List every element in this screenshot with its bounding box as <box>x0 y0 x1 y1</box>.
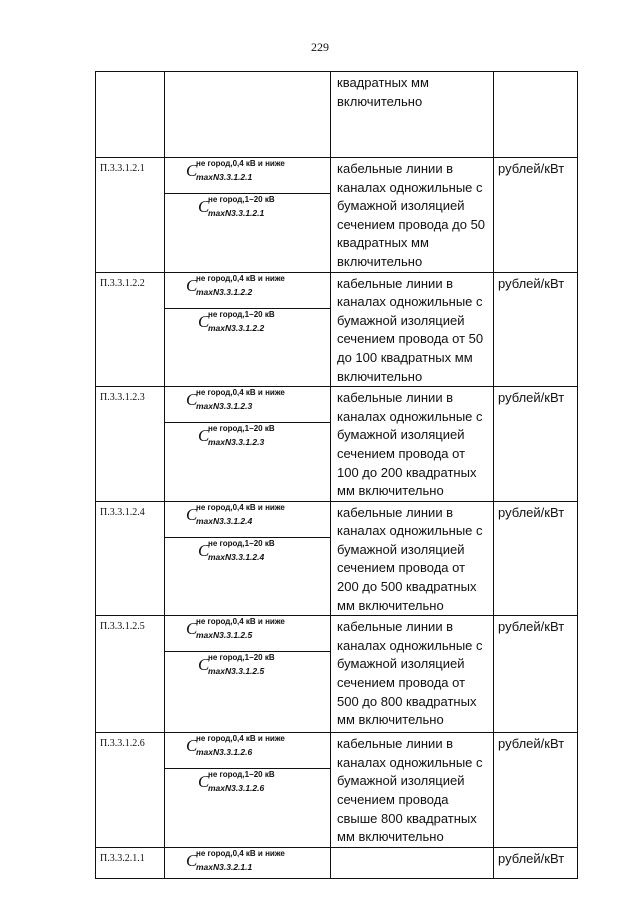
description-cell <box>331 158 494 273</box>
formula-superscript: не город,1−20 кВ <box>208 195 275 204</box>
row-code: П.3.3.1.2.1 <box>100 163 145 174</box>
formula-subscript: maxN3.3.1.2.6 <box>196 747 253 758</box>
formula-superscript: не город,1−20 кВ <box>208 309 275 319</box>
code-cell <box>96 387 165 502</box>
formula-cell <box>165 72 331 158</box>
formula-subscript: maxN3.3.1.2.5 <box>196 630 253 641</box>
formula-symbol: C <box>186 736 198 756</box>
unit-text: рублей/кВт <box>498 736 565 752</box>
formula-symbol: C <box>186 275 198 295</box>
unit-text: рублей/кВт <box>498 850 565 866</box>
formula-cell <box>165 387 331 502</box>
description-cell <box>331 733 494 848</box>
description-text: кабельные линии в каналах одножильные с бумажной изоляцией сечением провода от 50 до 100 квадратных мм включительно <box>337 275 484 384</box>
table-row <box>96 501 578 616</box>
formula-cell <box>165 616 331 733</box>
tariff-table <box>95 71 578 879</box>
page-number: 229 <box>311 40 329 54</box>
table-row <box>96 616 578 733</box>
formula-symbol: C <box>186 390 198 410</box>
formula-symbol: C <box>186 161 198 180</box>
row-code: П.3.3.2.1.1 <box>100 852 145 864</box>
code-cell <box>96 733 165 848</box>
description-text: кабельные линии в каналах одножильные с бумажной изоляцией сечением провода свыше 800 квадратных мм включительно <box>337 736 483 845</box>
description-cell <box>331 387 494 502</box>
formula-subscript: maxN3.3.1.2.4 <box>196 515 253 526</box>
unit-cell <box>494 501 578 616</box>
formula-low-voltage <box>165 387 330 423</box>
description-cell <box>331 272 494 387</box>
formula-low-voltage <box>165 616 330 652</box>
row-code: П.3.3.1.2.5 <box>100 621 145 633</box>
formula-subscript: maxN3.3.1.2.4 <box>208 551 265 562</box>
formula-medium-voltage <box>165 423 330 458</box>
formula-symbol: C <box>198 655 210 675</box>
unit-cell <box>494 733 578 848</box>
formula-superscript: не город,0,4 кВ и ниже <box>196 502 285 512</box>
code-cell <box>96 158 165 273</box>
unit-cell <box>494 616 578 733</box>
description-text: кабельные линии в каналах одножильные с бумажной изоляцией сечением провода от 200 до 500 квадратных мм включительно <box>337 504 483 613</box>
formula-cell <box>165 272 331 387</box>
description-cell <box>331 72 494 158</box>
description-cell <box>331 616 494 733</box>
formula-cell <box>165 501 331 616</box>
formula-subscript: maxN3.3.1.2.3 <box>196 401 253 412</box>
formula-superscript: не город,0,4 кВ и ниже <box>196 388 285 398</box>
code-cell <box>96 72 165 158</box>
formula-symbol: C <box>198 311 210 331</box>
description-text: кабельные линии в каналах одножильные с бумажной изоляцией сечением провода от 100 до 200 квадратных мм включительно <box>337 390 483 499</box>
formula-superscript: не город,1−20 кВ <box>208 653 275 663</box>
formula-medium-voltage <box>165 194 330 229</box>
formula-subscript: maxN3.3.1.2.6 <box>208 783 265 794</box>
formula-low-voltage <box>165 502 330 538</box>
formula-low-voltage <box>165 733 330 769</box>
formula-symbol: C <box>186 619 198 639</box>
description-text: кабельные линии в каналах одножильные с бумажной изоляцией сечением провода от 500 до 800 квадратных мм включительно <box>337 619 483 728</box>
description-text: кабельные линии в каналах одножильные с бумажной изоляцией сечением провода до 50 квадратных мм включительно <box>337 161 486 269</box>
formula-cell <box>165 847 331 878</box>
description-cell <box>331 847 494 878</box>
formula-symbol: C <box>198 197 210 216</box>
formula-low-voltage <box>165 158 330 194</box>
formula-symbol: C <box>198 426 210 446</box>
formula-subscript: maxN3.3.1.2.5 <box>208 666 265 677</box>
table-row <box>96 272 578 387</box>
unit-text: рублей/кВт <box>498 504 565 520</box>
formula-medium-voltage <box>165 769 330 804</box>
code-cell <box>96 501 165 616</box>
description-text: квадратных мм включительно <box>337 75 429 109</box>
unit-cell <box>494 387 578 502</box>
formula-superscript: не город,0,4 кВ и ниже <box>196 734 285 744</box>
formula-subscript: maxN3.3.1.2.1 <box>208 208 265 218</box>
code-cell <box>96 272 165 387</box>
code-cell <box>96 847 165 878</box>
description-cell <box>331 501 494 616</box>
formula-medium-voltage <box>165 538 330 573</box>
formula-superscript: не город,1−20 кВ <box>208 424 275 434</box>
formula-low-voltage <box>165 848 330 877</box>
formula-symbol: C <box>198 540 210 560</box>
row-code: П.3.3.1.2.4 <box>100 506 145 518</box>
unit-cell <box>494 272 578 387</box>
formula-symbol: C <box>198 772 210 792</box>
description-text <box>331 848 493 850</box>
formula-symbol: C <box>186 504 198 524</box>
row-code: П.3.3.1.2.6 <box>100 738 145 750</box>
unit-text: рублей/кВт <box>498 619 565 635</box>
unit-text: рублей/кВт <box>498 161 565 176</box>
formula-medium-voltage <box>165 652 330 687</box>
unit-cell <box>494 72 578 158</box>
table-row <box>96 158 578 273</box>
formula-superscript: не город,0,4 кВ и ниже <box>196 617 285 627</box>
table-row <box>96 847 578 878</box>
formula-low-voltage <box>165 273 330 309</box>
formula-symbol: C <box>186 850 198 870</box>
unit-cell <box>494 158 578 273</box>
table-row <box>96 72 578 158</box>
formula-superscript: не город,0,4 кВ и ниже <box>196 848 285 858</box>
formula-cell <box>165 733 331 848</box>
row-code: П.3.3.1.2.3 <box>100 392 145 404</box>
unit-text: рублей/кВт <box>498 390 565 406</box>
unit-text: рублей/кВт <box>498 275 565 291</box>
formula-superscript: не город,0,4 кВ и ниже <box>196 273 285 283</box>
formula-superscript: не город,0,4 кВ и ниже <box>196 159 285 168</box>
formula-superscript: не город,1−20 кВ <box>208 770 275 780</box>
formula-superscript: не город,1−20 кВ <box>208 538 275 548</box>
formula-subscript: maxN3.3.1.2.2 <box>208 322 265 333</box>
code-cell <box>96 616 165 733</box>
formula-subscript: maxN3.3.1.2.2 <box>196 286 253 297</box>
formula-subscript: maxN3.3.1.2.3 <box>208 437 265 448</box>
formula-cell <box>165 158 331 273</box>
formula-subscript: maxN3.3.2.1.1 <box>196 861 253 872</box>
table-row <box>96 387 578 502</box>
formula-subscript: maxN3.3.1.2.1 <box>196 172 253 182</box>
row-code: П.3.3.1.2.2 <box>100 277 145 289</box>
formula-medium-voltage <box>165 309 330 344</box>
unit-cell <box>494 847 578 878</box>
table-row <box>96 733 578 848</box>
